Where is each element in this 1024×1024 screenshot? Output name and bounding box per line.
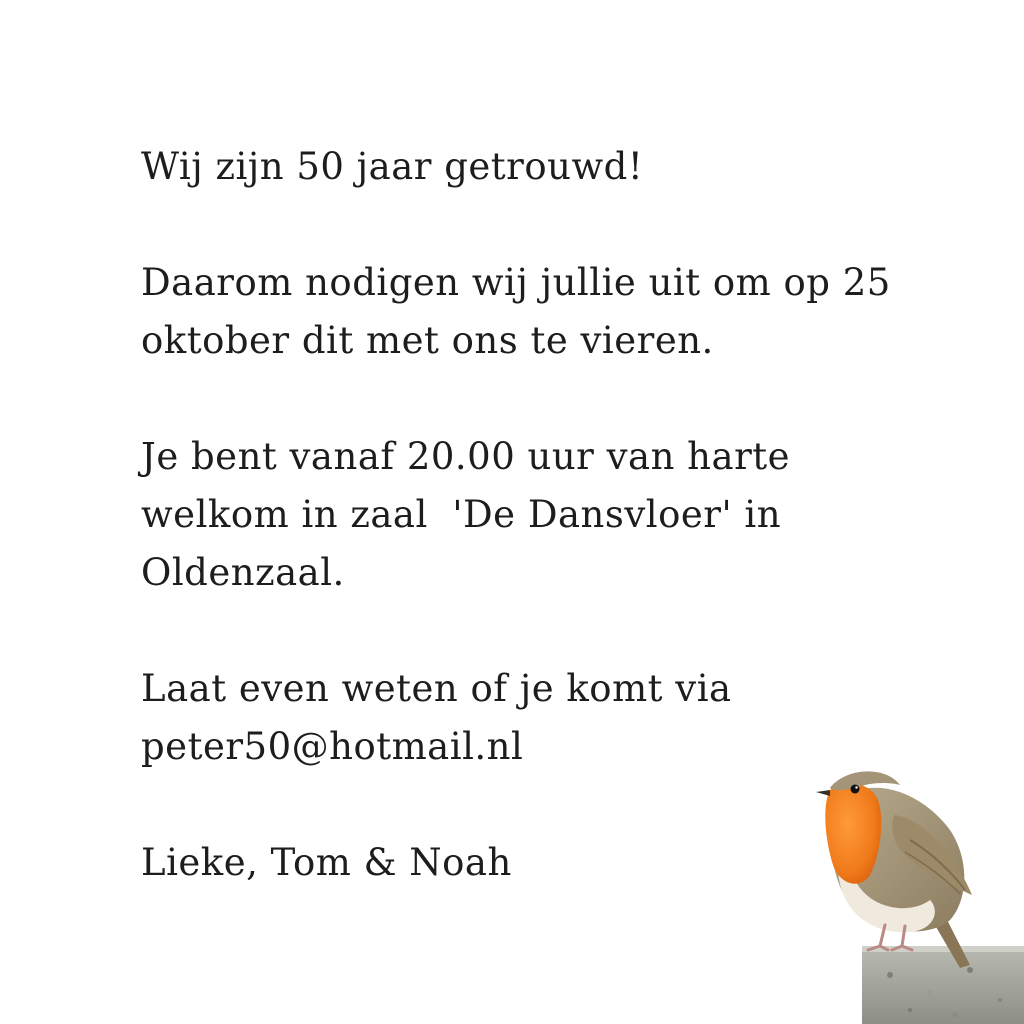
invitation-paragraph bbox=[141, 254, 901, 370]
invitation-text bbox=[141, 138, 901, 892]
welcome-line-1: Je bent vanaf 20.00 uur van harte bbox=[141, 435, 791, 478]
rsvp-email: peter50@hotmail.nl bbox=[141, 725, 524, 768]
heading-paragraph bbox=[141, 138, 901, 196]
stone-post bbox=[862, 946, 1024, 1024]
heading: Wij zijn 50 jaar getrouwd! bbox=[141, 145, 644, 188]
rsvp-paragraph bbox=[141, 660, 901, 776]
rsvp-line-1: Laat even weten of je komt via bbox=[141, 667, 732, 710]
signature: Lieke, Tom & Noah bbox=[141, 841, 512, 884]
invitation-line-1: Daarom nodigen wij jullie uit om op 25 bbox=[141, 261, 891, 304]
robin-illustration bbox=[800, 760, 1024, 1024]
welcome-line-3: Oldenzaal. bbox=[141, 551, 345, 594]
signature-paragraph bbox=[141, 834, 901, 892]
welcome-line-2: welkom in zaal 'De Dansvloer' in bbox=[141, 493, 782, 536]
invitation-line-2: oktober dit met ons te vieren. bbox=[141, 319, 714, 362]
robin-icon bbox=[800, 760, 1024, 1024]
welcome-paragraph bbox=[141, 428, 901, 602]
